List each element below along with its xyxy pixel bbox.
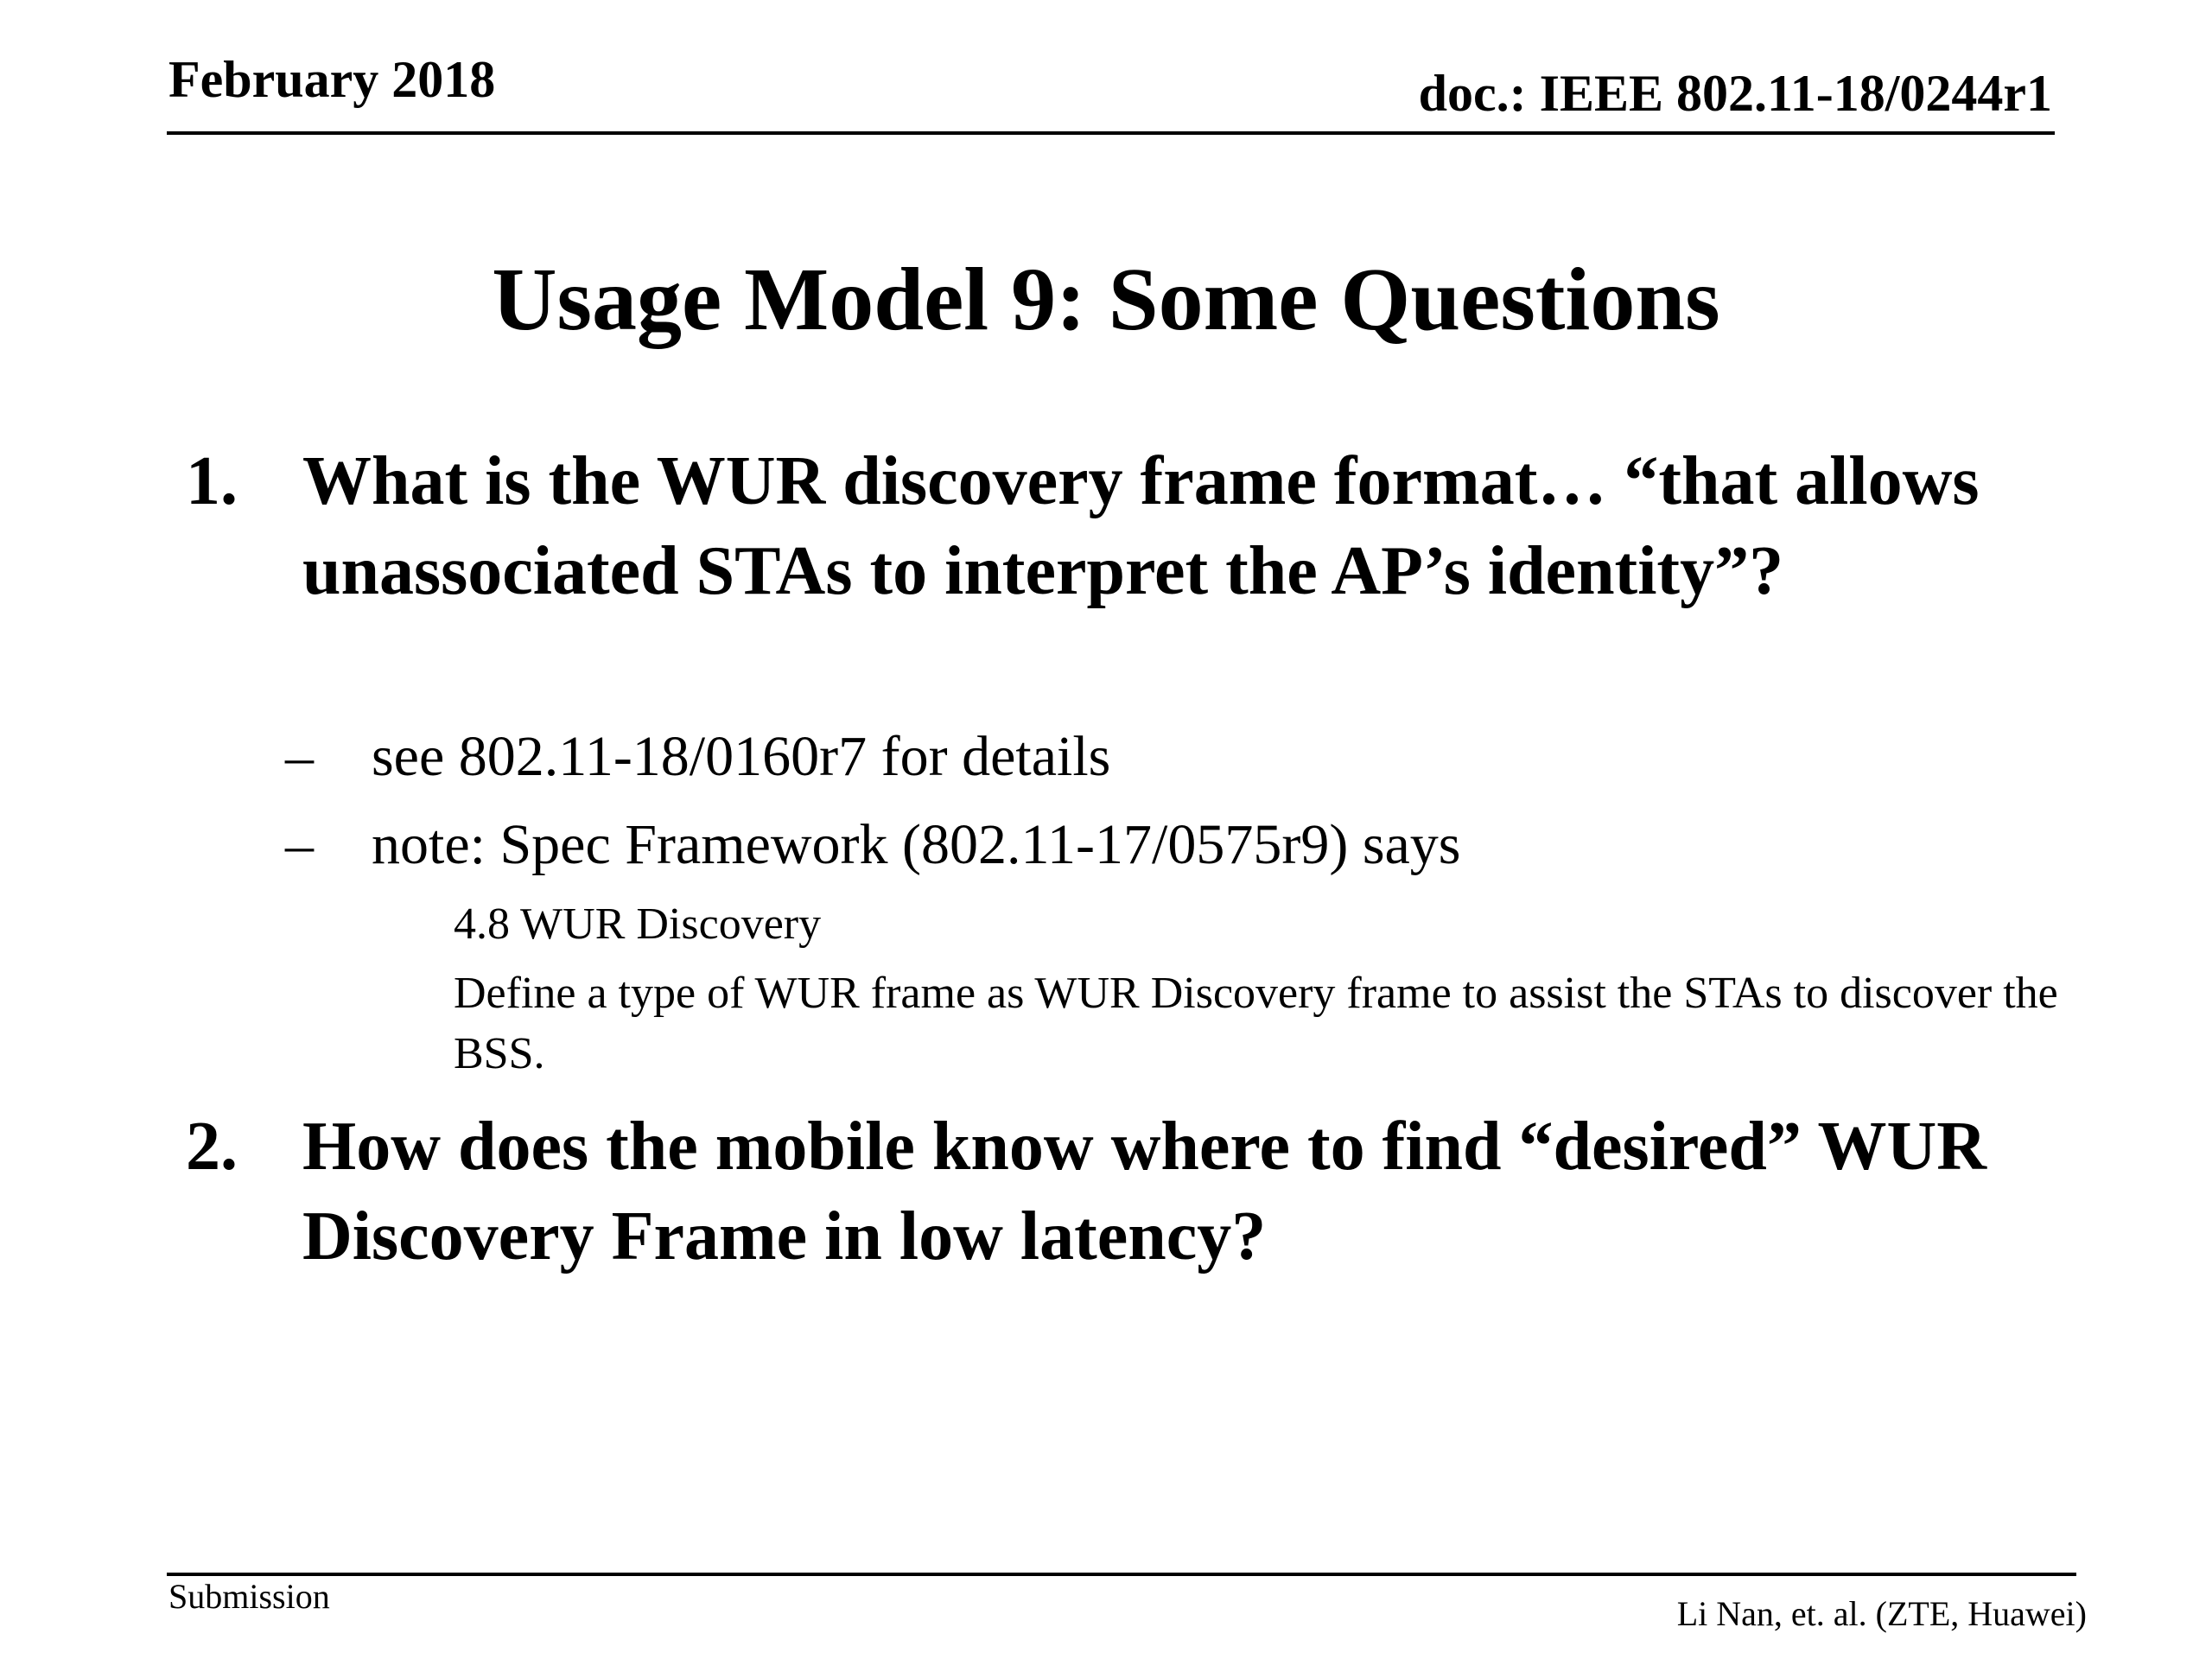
header-date: February 2018 xyxy=(168,51,496,108)
footer-submission: Submission xyxy=(168,1577,330,1616)
sub-bullet-1-text: see 802.11-18/0160r7 for details xyxy=(372,725,1111,788)
header-divider xyxy=(167,131,2055,135)
quote-body: Define a type of WUR frame as WUR Discovery frame to assist the STAs to discover the BSS. xyxy=(454,969,2058,1078)
sub-bullet-2-text: note: Spec Framework (802.11-17/0575r9) says xyxy=(372,813,1461,876)
quote-heading: 4.8 WUR Discovery xyxy=(454,899,822,949)
question-2-number: 2. xyxy=(186,1109,238,1185)
footer-authors: Li Nan, et. al. (ZTE, Huawei) xyxy=(1676,1594,2087,1633)
question-1-number: 1. xyxy=(186,443,238,519)
sub-bullet-1-marker: – xyxy=(285,725,314,788)
slide-title: Usage Model 9: Some Questions xyxy=(492,250,1720,349)
question-1-text: What is the WUR discovery frame format… “that allows unassociated STAs to interpret the AP’s identity”? xyxy=(302,443,1980,609)
footer-divider xyxy=(167,1573,2076,1576)
question-2-text: How does the mobile know where to find “desired” WUR Discovery Frame in low latency? xyxy=(302,1109,1986,1274)
sub-bullet-2-marker: – xyxy=(285,813,314,876)
header-doc-id: doc.: IEEE 802.11-18/0244r1 xyxy=(1418,65,2052,122)
